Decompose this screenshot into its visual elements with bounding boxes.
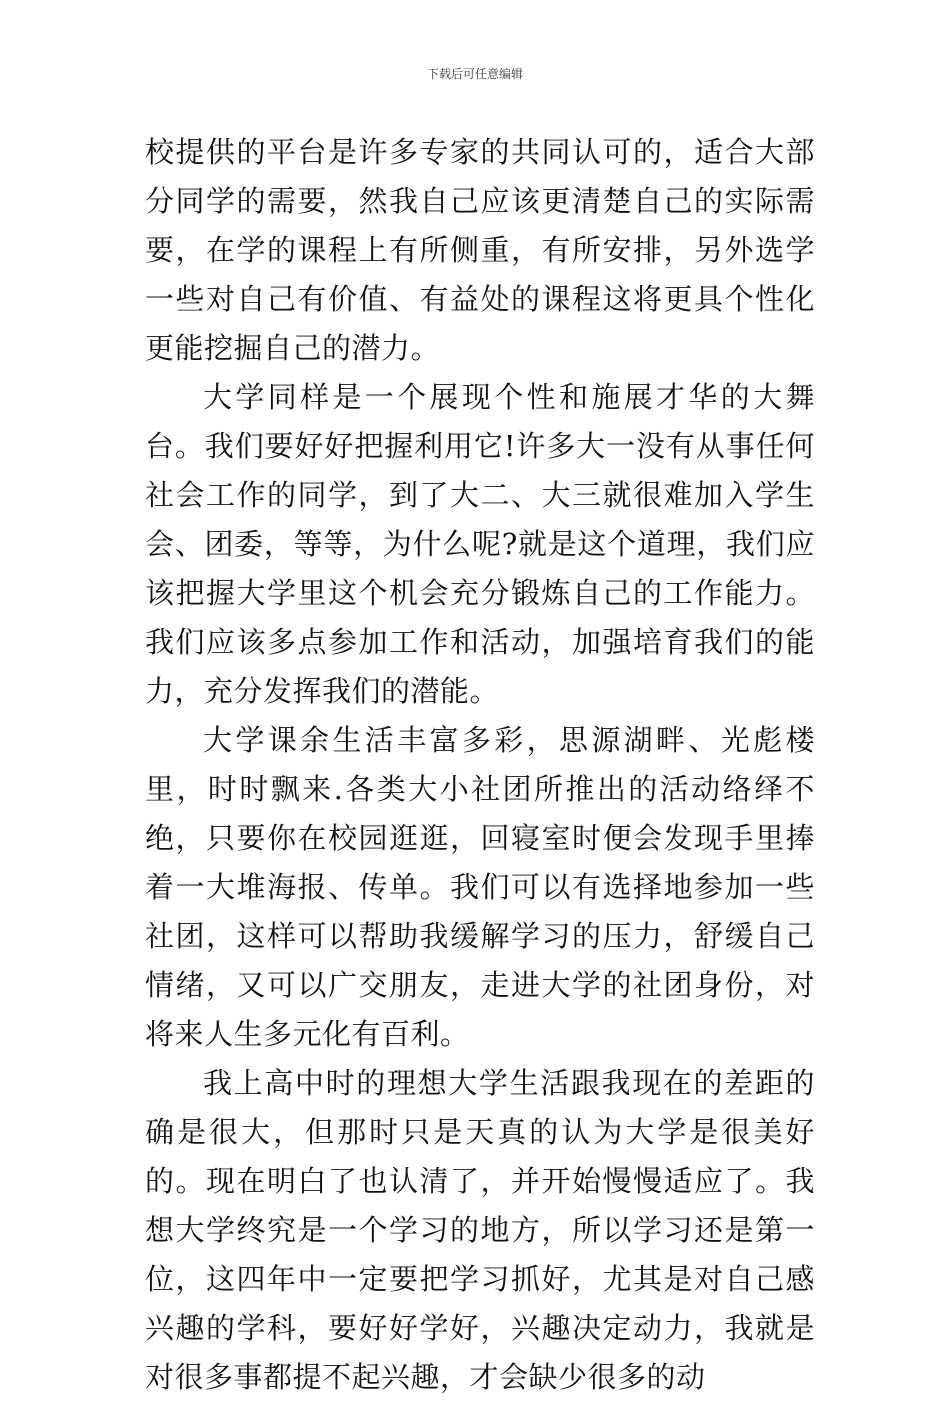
paragraph-3: 大学课余生活丰富多彩，思源湖畔、光彪楼里，时时飘来.各类大小社团所推出的活动络绎不绝，只要你在校园逛逛，回寝室时便会发现手里捧着一大堆海报、传单。我们可以有选择地参加一些社团，这样可以帮助我缓解学习的压力，舒缓自己情绪，又可以广交朋友，走进大学的社团身份，对将来人生多元化有百利。 [145, 723, 815, 1051]
paragraph-4: 我上高中时的理想大学生活跟我现在的差距的确是很大，但那时只是天真的认为大学是很美好的。现在明白了也认清了，并开始慢慢适应了。我想大学终究是一个学习的地方，所以学习还是第一位，这四年中一定要把学习抓好，尤其是对自己感兴趣的学科，要好好学好，兴趣决定动力，我就是对很多事都提不起兴趣，才会缺少很多的动 [145, 1066, 815, 1394]
header-note: 下载后可任意编辑 [426, 67, 523, 81]
paragraph-1: 校提供的平台是许多专家的共同认可的，适合大部分同学的需要，然我自己应该更清楚自己的实际需要，在学的课程上有所侧重，有所安排，另外选学一些对自己有价值、有益处的课程这将更具个性化更能挖掘自己的潜力。 [145, 135, 815, 365]
paragraph-2: 大学同样是一个展现个性和施展才华的大舞台。我们要好好把握利用它!许多大一没有从事任何社会工作的同学，到了大二、大三就很难加入学生会、团委，等等，为什么呢?就是这个道理，我们应该把握大学里这个机会充分锻炼自己的工作能力。我们应该多点参加工作和活动，加强培育我们的能力，充分发挥我们的潜能。 [145, 380, 815, 708]
document-body [145, 128, 815, 1402]
